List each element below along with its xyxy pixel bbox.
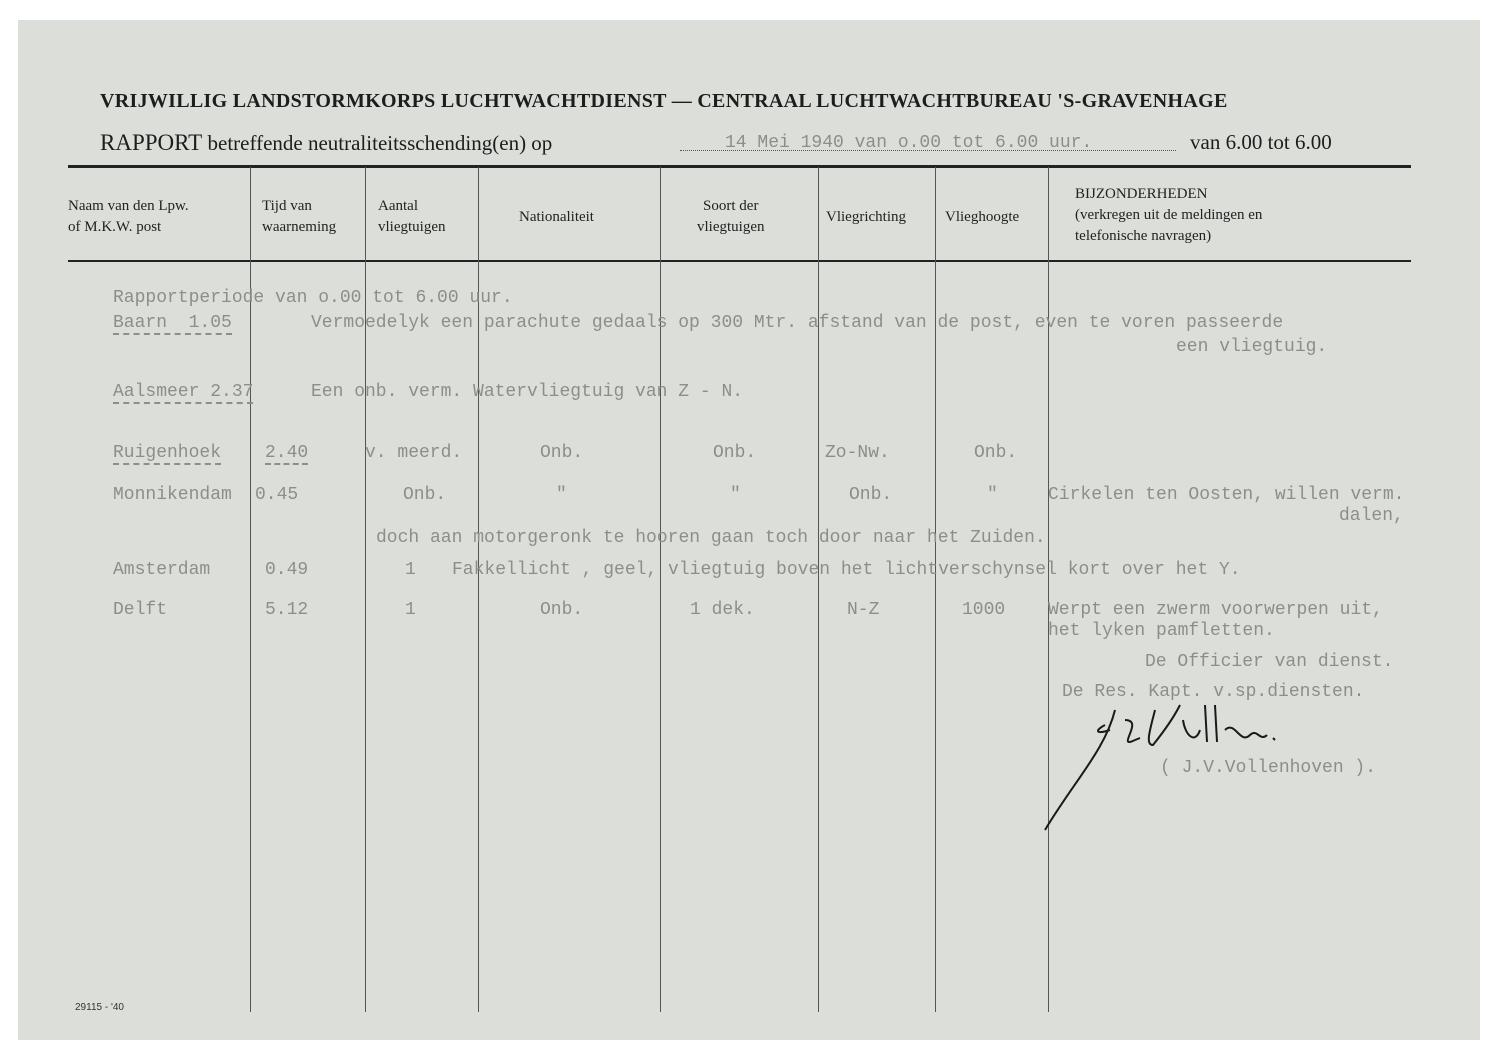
col-header-details: BIJZONDERHEDEN (verkregen uit de meldingen en telefonische navragen) (1075, 186, 1263, 244)
entry-ruigenhoek-nat: Onb. (540, 443, 584, 463)
entry-monnikendam-note: Cirkelen ten Oosten, willen verm. (1048, 485, 1405, 505)
entry-delft-note2: het lyken pamfletten. (1048, 621, 1275, 641)
entry-delft-nat: Onb. (540, 600, 584, 620)
entry-ruigenhoek-height: Onb. (974, 443, 1018, 463)
header-top-rule (68, 165, 1411, 168)
date-typed: 14 Mei 1940 van o.00 tot 6.00 uur. (725, 133, 1093, 153)
entry-delft-dir: N-Z (847, 600, 880, 620)
header-bottom-rule (68, 260, 1411, 262)
rapport-label: RAPPORT betreffende neutraliteitsschending(en) op (100, 130, 553, 155)
entry-baarn-text2: een vliegtuig. (1176, 337, 1328, 357)
col-header-time: Tijd van waarneming (262, 198, 337, 235)
form-title: VRIJWILLIG LANDSTORMKORPS LUCHTWACHTDIENST — CENTRAAL LUCHTWACHTBUREAU 'S-GRAVENHAGE (100, 90, 1228, 112)
entry-delft-time: 5.12 (265, 600, 309, 620)
form-number: 29115 - '40 (75, 1002, 124, 1013)
column-divider (660, 167, 661, 1012)
column-divider (1048, 167, 1049, 1012)
entry-aalsmeer-post: Aalsmeer 2.37 (113, 382, 254, 402)
entry-ruigenhoek-time: 2.40 (265, 443, 309, 463)
col-header-nationality: Nationaliteit (519, 209, 594, 225)
entry-ruigenhoek-dir: Zo-Nw. (825, 443, 890, 463)
signature-name: ( J.V.Vollenhoven ). (1160, 758, 1377, 778)
col-header-count: Aantal vliegtuigen (378, 198, 446, 235)
entry-delft-count: 1 (405, 600, 416, 620)
entry-delft-type: 1 dek. (690, 600, 755, 620)
col-header-type: Soort der vliegtuigen (697, 198, 765, 235)
entry-baarn-text: Vermoedelyk een parachute gedaals op 300 Mtr. afstand van de post, even te voren passeerde (311, 313, 1284, 333)
entry-ruigenhoek-type: Onb. (713, 443, 757, 463)
entry-amsterdam-note: Fakkellicht , geel, vliegtuig boven het lichtverschynsel kort over het Y. (452, 560, 1241, 580)
entry-monnikendam-dir: Onb. (849, 485, 893, 505)
entry-amsterdam-post: Amsterdam (113, 560, 211, 580)
report-period: Rapportperiode van o.00 tot 6.00 uur. (113, 288, 513, 308)
entry-monnikendam-height: " (987, 485, 998, 505)
col-header-post: Naam van den Lpw. of M.K.W. post (68, 198, 189, 235)
col-header-height: Vlieghoogte (945, 209, 1020, 225)
entry-delft-note: Werpt een zwerm voorwerpen uit, (1048, 600, 1383, 620)
entry-ruigenhoek-count: v. meerd. (365, 443, 463, 463)
entry-monnikendam-time: 0.45 (255, 485, 299, 505)
entry-monnikendam-note3: doch aan motorgeronk te hooren gaan toch door naar het Zuiden. (376, 528, 1046, 548)
entry-aalsmeer-text: Een onb. verm. Watervliegtuig van Z - N. (311, 382, 744, 402)
entry-monnikendam-type: " (730, 485, 741, 505)
entry-monnikendam-post: Monnikendam (113, 485, 232, 505)
period-printed: van 6.00 tot 6.00 (1190, 130, 1332, 154)
column-divider (935, 167, 936, 1012)
entry-amsterdam-count: 1 (405, 560, 416, 580)
entry-monnikendam-note2: dalen, (1339, 506, 1404, 526)
entry-delft-post: Delft (113, 600, 168, 620)
entry-amsterdam-time: 0.49 (265, 560, 309, 580)
entry-delft-height: 1000 (962, 600, 1006, 620)
entry-monnikendam-count: Onb. (403, 485, 447, 505)
column-divider (818, 167, 819, 1012)
signature-rank: De Res. Kapt. v.sp.diensten. (1062, 682, 1365, 702)
signature-title: De Officier van dienst. (1145, 652, 1394, 672)
col-header-direction: Vliegrichting (826, 209, 906, 225)
entry-ruigenhoek-post: Ruigenhoek (113, 443, 222, 463)
entry-monnikendam-nat: " (556, 485, 567, 505)
entry-baarn-post: Baarn 1.05 (113, 313, 232, 333)
